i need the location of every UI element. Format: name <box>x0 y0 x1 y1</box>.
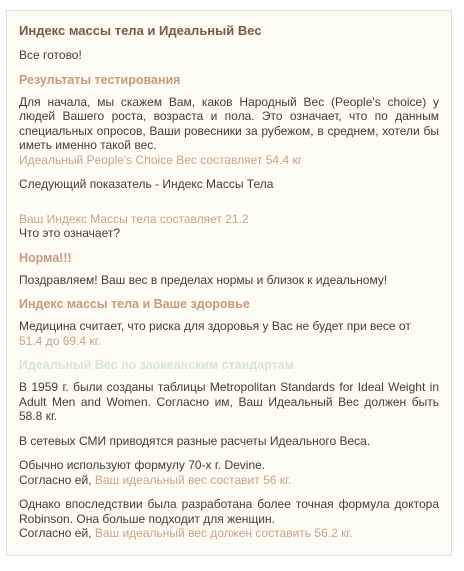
health-text <box>19 319 439 348</box>
devine-line: Обычно используют формулу 70-х г. Devine. <box>19 458 266 472</box>
robinson-text: Однако впоследствии была разработана более точная формула доктора Robinson. Она больше подходит для женщин. <box>19 497 439 526</box>
devine-prefix: Согласно ей, <box>19 472 92 487</box>
results-heading: Результаты тестирования <box>19 72 181 87</box>
health-range: 51.4 до 69.4 кг. <box>19 333 101 348</box>
norma-heading: Норма!!! <box>19 250 72 265</box>
next-indicator-text: Следующий показатель - Индекс Массы Тела <box>19 177 274 191</box>
page-title: Индекс массы тела и Идеальный Вес <box>19 23 262 38</box>
status-text: Все готово! <box>19 48 82 62</box>
robinson-result: Ваш идеальный вес должен составить 56.2 кг. <box>94 526 353 540</box>
metropolitan-text: В 1959 г. были созданы таблицы Metropolitan Standards for Ideal Weight in Adult Men and Women. Согласно им, Ваш Идеальный Вес должен быть 58.8 кг. <box>19 380 439 423</box>
robinson-block <box>19 497 439 541</box>
devine-result: Ваш идеальный вес составит 56 кг. <box>94 472 292 487</box>
results-panel <box>6 10 452 556</box>
health-heading: Индекс массы тела и Ваше здоровье <box>19 297 250 311</box>
bmi-result: Ваш Индекс Массы тела составляет 21.2 <box>19 211 249 226</box>
robinson-prefix: Согласно ей, <box>19 526 92 540</box>
congrats-text: Поздравляем! Ваш вес в пределах нормы и близок к идеальному! <box>19 272 388 287</box>
devine-block <box>19 458 439 487</box>
media-text: В сетевых СМИ приводятся разные расчеты Идеального Веса. <box>19 433 371 448</box>
ideal-weight-heading: Идеальный Вес по заокеанским стандартам <box>19 358 294 372</box>
peoples-choice-result: Идеальный People's Choice Вес составляет 54.4 кг <box>19 152 303 167</box>
health-text-main: Медицина считает, что риска для здоровья у Вас не будет при весе от <box>19 319 411 333</box>
bmi-question: Что это означает? <box>19 226 121 240</box>
intro-text: Для начала, мы скажем Вам, каков Народный Вес (People's choice) у людей Вашего роста, возраста и пола. Это означает, что по данным специальных опросов, Ваши ровесники за рубежом, в среднем, хотели бы иметь именно такой вес. <box>19 94 439 152</box>
